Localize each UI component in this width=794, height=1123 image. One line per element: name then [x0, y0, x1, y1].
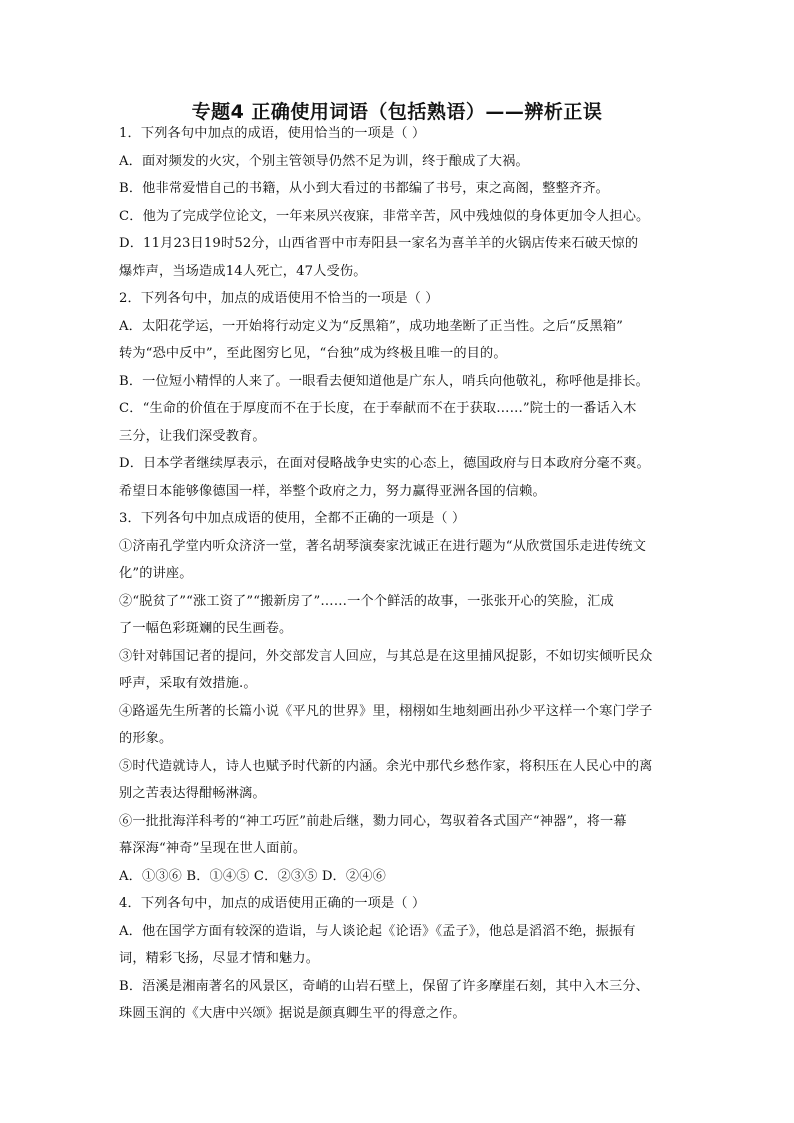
- text-line: D．日本学者继续厚表示，在面对侵略战争史实的心态上，德国政府与日本政府分毫不爽。: [119, 456, 650, 471]
- text-line: ③针对韩国记者的提问，外交部发言人回应，与其总是在这里捕风捉影，不如切实倾听民众: [119, 648, 653, 664]
- text-line: 珠圆玉润的《大唐中兴颂》据说是颜真卿生平的得意之作。: [119, 1006, 466, 1021]
- text-line: B．他非常爱惜自己的书籍，从小到大看过的书都编了书号，束之高阁，整整齐齐。: [119, 181, 609, 196]
- text-line: A．①③⑥ B．①④⑤ C．②③⑤ D．②④⑥: [119, 868, 386, 884]
- text-line: 三分，让我们深受教育。: [119, 428, 266, 444]
- text-line: 幕深海“神奇”呈现在世人面前。: [119, 841, 307, 856]
- text-line: C．他为了完成学位论文，一年来夙兴夜寐，非常辛苦，风中残烛似的身体更加令人担心。: [119, 208, 650, 224]
- text-line: ④路遥先生所著的长篇小说《平凡的世界》里，栩栩如生地刻画出孙少平这样一个寒门学子: [119, 703, 653, 719]
- text-line: ⑥一批批海洋科考的“神工巧匠”前赴后继，勠力同心，驾驭着各式国产“神器”，将一幕: [119, 813, 627, 829]
- text-line: A．他在国学方面有较深的造诣，与人谈论起《论语》《孟子》，他总是滔滔不绝，振振有: [119, 923, 636, 939]
- text-line: 3．下列各句中加点成语的使用，全都不正确的一项是（ ）: [119, 511, 466, 526]
- text-line: ②“脱贫了”“涨工资了”“搬新房了”……一个个鲜活的故事，一张张开心的笑脸，汇成: [119, 593, 614, 609]
- text-line: 了一幅色彩斑斓的民生画卷。: [119, 621, 293, 636]
- text-line: 的形象。: [119, 731, 173, 746]
- text-line: 化”的讲座。: [119, 566, 193, 581]
- text-line: 2．下列各句中，加点的成语使用不恰当的一项是（ ）: [119, 291, 439, 306]
- text-line: 别之苦表达得酣畅淋漓。: [119, 786, 266, 801]
- text-line: ⑤时代造就诗人，诗人也赋予时代新的内涵。余光中那代乡愁作家，将积压在人民心中的离: [119, 758, 653, 774]
- text-line: 呼声，采取有效措施.。: [119, 676, 257, 691]
- text-line: 转为“恐中反中”，至此图穷匕见，“台独”成为终极且唯一的目的。: [119, 346, 507, 361]
- text-line: 希望日本能够像德国一样，举整个政府之力，努力赢得亚洲各国的信赖。: [119, 483, 546, 499]
- document-body: [119, 120, 679, 1028]
- text-line: 4．下列各句中，加点的成语使用正确的一项是（ ）: [119, 896, 426, 911]
- text-line: B．一位短小精悍的人来了。一眼看去便知道他是广东人，哨兵向他敬礼，称呼他是排长。: [119, 373, 649, 389]
- text-line: 爆炸声，当场造成14人死亡，47人受伤。: [119, 263, 367, 279]
- text-line: ①济南孔学堂内听众济济一堂，著名胡琴演奏家沈诚正在进行题为“从欣赏国乐走进传统文: [119, 538, 647, 554]
- text-line: B．浯溪是湘南著名的风景区，奇峭的山岩石壁上，保留了许多摩崖石刻，其中入木三分、: [119, 978, 649, 994]
- text-line: A．太阳花学运，一开始将行动定义为“反黑箱”，成功地垄断了正当性。之后“反黑箱”: [119, 318, 624, 334]
- text-line: 词，精彩飞扬，尽显才情和魅力。: [119, 951, 320, 966]
- text-line: 1．下列各句中加点的成语，使用恰当的一项是（ ）: [119, 126, 426, 141]
- text-line: A．面对频发的火灾，个别主管领导仍然不足为训，终于酿成了大祸。: [119, 153, 529, 169]
- text-line: C．“生命的价值在于厚度而不在于长度，在于奉献而不在于获取……”院士的一番话入木: [119, 401, 637, 416]
- page-title: 专题4 正确使用词语（包括熟语）——辨析正误: [191, 101, 603, 123]
- text-line: D．11月23日19时52分，山西省晋中市寿阳县一家名为喜羊羊的火锅店传来石破天惊的: [119, 236, 639, 251]
